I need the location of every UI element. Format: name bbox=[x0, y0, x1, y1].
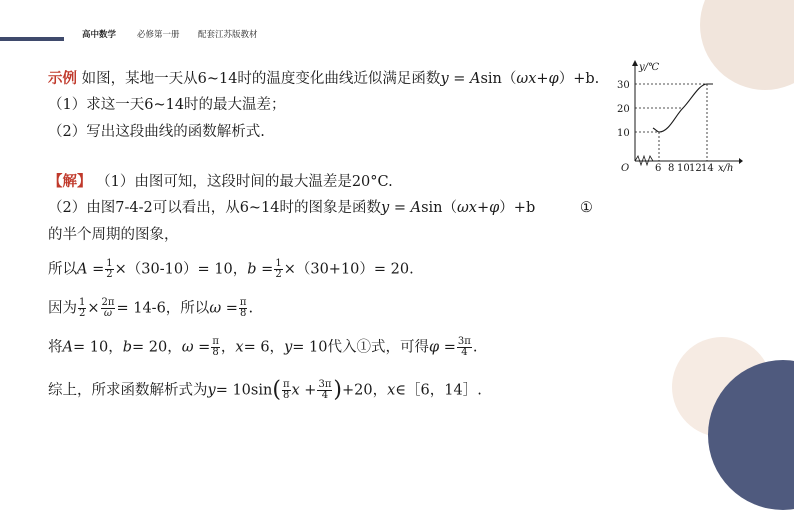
fraction-pi-over-8: $\frac{\pi}{8}$ bbox=[239, 297, 247, 319]
y-tick: 10 bbox=[617, 128, 630, 139]
x-tick: 10 bbox=[677, 163, 690, 174]
equation-marker: ① bbox=[579, 200, 593, 216]
x-tick: 12 bbox=[689, 163, 702, 174]
solution-step-7: 综上，所求函数解析式为y= 10sin( $\frac{\pi}{8}$ x + $\frac{3\pi}{4}$ )+20，x∈［6，14］. bbox=[48, 377, 482, 403]
solution-step-4: 所以A = $\frac{1}{2}$ ×（30-10）= 10，b = $\frac{1}{2}$ ×（30+10）= 20. bbox=[48, 258, 414, 280]
y-tick: 30 bbox=[617, 80, 630, 91]
example-statement: 示例 如图，某地一天从6~14时的温度变化曲线近似满足函数y = Asin（ωx+φ）+b. bbox=[48, 70, 600, 87]
header-book: 必修第一册 bbox=[137, 30, 180, 40]
solution-step-5: 因为 $\frac{1}{2}$ × $\frac{2\pi}{\omega}$ = 14-6，所以ω = $\frac{\pi}{8}$ . bbox=[48, 297, 254, 319]
temperature-curve bbox=[653, 84, 713, 132]
temperature-graph bbox=[613, 58, 743, 178]
x-axis-label: x/h bbox=[718, 163, 734, 174]
fraction-three-pi-over-4: $\frac{3\pi}{4}$ bbox=[457, 336, 471, 358]
origin-label: O bbox=[621, 163, 630, 174]
solution-step-6: 将A= 10，b= 20，ω = $\frac{\pi}{8}$ ，x= 6，y= 10代入①式，可得φ = $\frac{3\pi}{4}$ . bbox=[48, 336, 478, 358]
solution-step-1: 【解】 （1）由图可知，这段时间的最大温差是20°C. bbox=[48, 173, 393, 190]
solution-step-2: （2）由图7-4-2可以看出，从6~14时的图象是函数y = Asin（ωx+φ）+b ① bbox=[48, 200, 593, 216]
fraction-pi-over-8: $\frac{\pi}{8}$ bbox=[282, 379, 290, 401]
solution-tag: 【解】 bbox=[48, 173, 92, 190]
example-tag: 示例 bbox=[48, 70, 77, 87]
solution-step-3: 的半个周期的图象， bbox=[48, 227, 179, 243]
x-tick: 8 bbox=[668, 163, 675, 174]
fraction-half: $\frac{1}{2}$ bbox=[79, 297, 86, 319]
x-tick: 14 bbox=[701, 163, 714, 174]
fraction-pi-over-8: $\frac{\pi}{8}$ bbox=[212, 336, 219, 358]
question-2: （2）写出这段曲线的函数解析式. bbox=[48, 124, 265, 140]
example-intro: 如图，某地一天从6~14时的温度变化曲线近似满足函数 bbox=[81, 71, 441, 87]
fraction-half: $\frac{1}{2}$ bbox=[106, 258, 113, 280]
question-1: （1）求这一天6~14时的最大温差； bbox=[48, 97, 286, 113]
y-tick: 20 bbox=[617, 104, 630, 115]
header-accent-bar bbox=[0, 37, 64, 41]
header-edition: 配套江苏版教材 bbox=[198, 30, 258, 40]
header-title: 高中数学 bbox=[82, 30, 117, 40]
fraction-two-pi-over-omega: $\frac{2\pi}{\omega}$ bbox=[101, 297, 115, 319]
fraction-three-pi-over-4: $\frac{3\pi}{4}$ bbox=[318, 379, 332, 401]
x-tick: 6 bbox=[655, 163, 662, 174]
y-axis-label: y/℃ bbox=[639, 62, 660, 73]
fraction-half: $\frac{1}{2}$ bbox=[275, 258, 282, 280]
